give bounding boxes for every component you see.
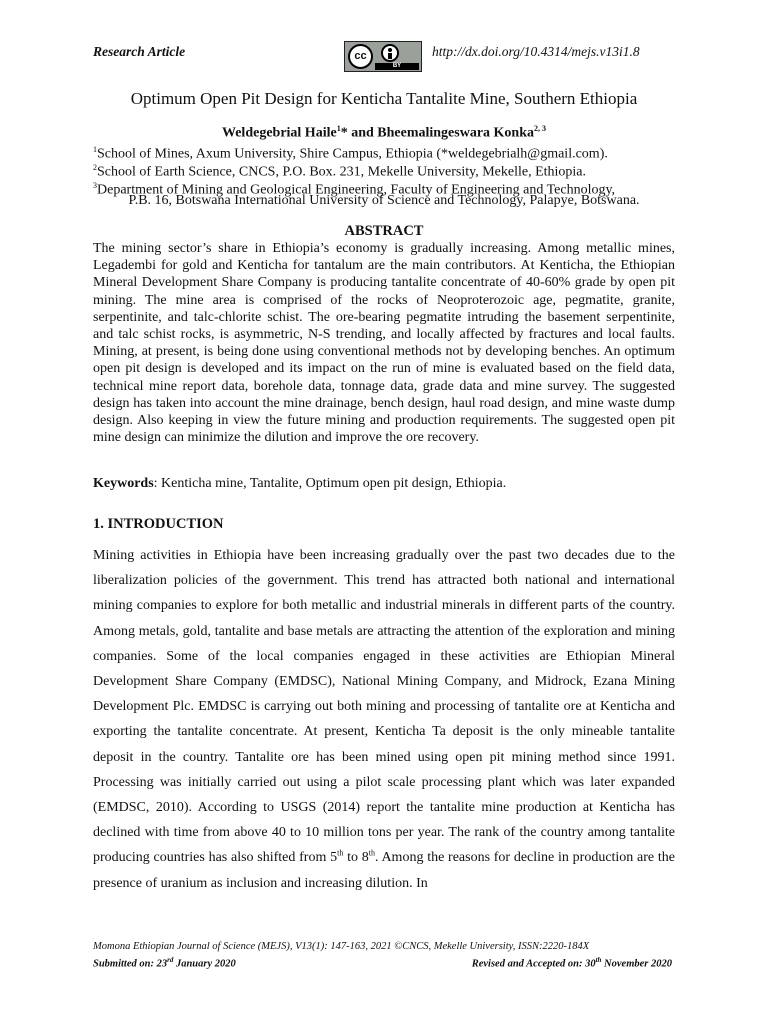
affiliation-line: $^1$School of Mines, Axum University, Shire Campus, Ethiopia (*weldegebrialh@gmail.com). (93, 145, 608, 162)
creative-commons-by-icon[interactable] (344, 41, 422, 72)
paper-title: Optimum Open Pit Design for Kenticha Tantalite Mine, Southern Ethiopia (130, 89, 638, 108)
keywords-label: Keywords (93, 476, 154, 491)
affiliation-line: P.B. 16, Botswana International University of Science and Technology, Palapye, Botswana. (128, 193, 640, 208)
introduction-paragraph: Mining activities in Ethiopia have been increasing gradually over the past two decades due to the liberalization policies of the government. This trend has attracted both national and international mining companies to explore for both metallic and industrial minerals in different parts of the country. Among metals, gold, tantalite and base metals are attracting the attention of the exploration and mining companies. Some of the local companies engaged in these activities are Ethiopian Mineral Development Share Company (EMDSC), National Mining Company, and Midrock, Ezana Mining Development Plc. EMDSC is carrying out both mining and processing of tantalite ore at Kenticha and exporting the tantalite concentrate. At present, Kenticha Ta deposit is the only mineable tantalite deposit in the country. Tantalite ore has been mined using open pit mining method since 1991. Processing was initially carried out using a pilot scale processing plant which was later expanded (EMDSC, 2010). According to USGS (2014) report the tantalite mine production at Kenticha has declined with time from above 40 to 10 million tons per year. The rank of the country among tantalite producing countries has also shifted from 5th to 8th. Among the reasons for decline in production are the presence of uranium as inclusion and increasing dilution. In (93, 548, 675, 891)
author-separator: * and (340, 125, 378, 141)
author-name: Weldegebrial Haile (221, 125, 337, 141)
section-heading-introduction: 1. INTRODUCTION (93, 516, 224, 532)
abstract-heading: ABSTRACT (344, 223, 424, 239)
affiliation-line: $^3$Department of Mining and Geological Engineering, Faculty of Engineering and Technology, (93, 181, 616, 198)
author-name: Bheemalingeswara Konka (377, 125, 535, 141)
abstract-text: The mining sector’s share in Ethiopia’s economy is gradually increasing. Among metallic mines, Legadembi for gold and Kenticha for tantalum are the main contributors. At Kenticha, the Ethiopian Mineral Development Share Company is producing tantalite concentrate of 40-60% grade by open pit mining. The mine area is comprised of the rocks of Neoproterozoic age, pegmatite, granite, serpentinite, and talc-chlorite schist. The ore-bearing pegmatite intruding the basement serpentinite, and talc schist rocks, is asymmetric, N-S trending, and locally affected by fractures and local faults. Mining, at present, is being done using conventional methods not by developing benches. An optimum open pit design is developed and its impact on the run of mine is evaluated based on the field data, technical mine report data, borehole data, tonnage data, grade data and mine survey. The suggested design has taken into account the mine drainage, bench design, haul road design, and mine waste dump design. Also keeping in view the future mining and production requirements. The suggested open pit mine design can minimize the dilution and improve the ore recovery. (93, 241, 675, 446)
revised-date: Revised and Accepted on: 30th November 2020 (471, 956, 672, 970)
article-type-label: Research Article (93, 44, 186, 59)
by-label: BY (375, 63, 419, 70)
attribution-person-icon (381, 44, 399, 62)
affiliation-line: $^2$School of Earth Science, CNCS, P.O. Box. 231, Mekelle University, Mekelle, Ethiopia. (93, 163, 587, 180)
cc-logo-text: cc (348, 44, 373, 69)
author-affiliation-sup: 2, 3 (534, 124, 547, 133)
doi-link[interactable]: http://dx.doi.org/10.4314/mejs.v13i1.8 (432, 44, 640, 59)
keywords-line (93, 476, 675, 492)
keywords-text: : Kenticha mine, Tantalite, Optimum open pit design, Ethiopia. (153, 476, 507, 491)
author-line (0, 124, 768, 142)
submitted-date: Submitted on: 23rd January 2020 (93, 956, 236, 970)
journal-citation: Momona Ethiopian Journal of Science (MEJS), V13(1): 147-163, 2021 ©CNCS, Mekelle University, ISSN:2220-184X (93, 941, 590, 952)
author-affiliation-sup: 1 (336, 124, 341, 133)
